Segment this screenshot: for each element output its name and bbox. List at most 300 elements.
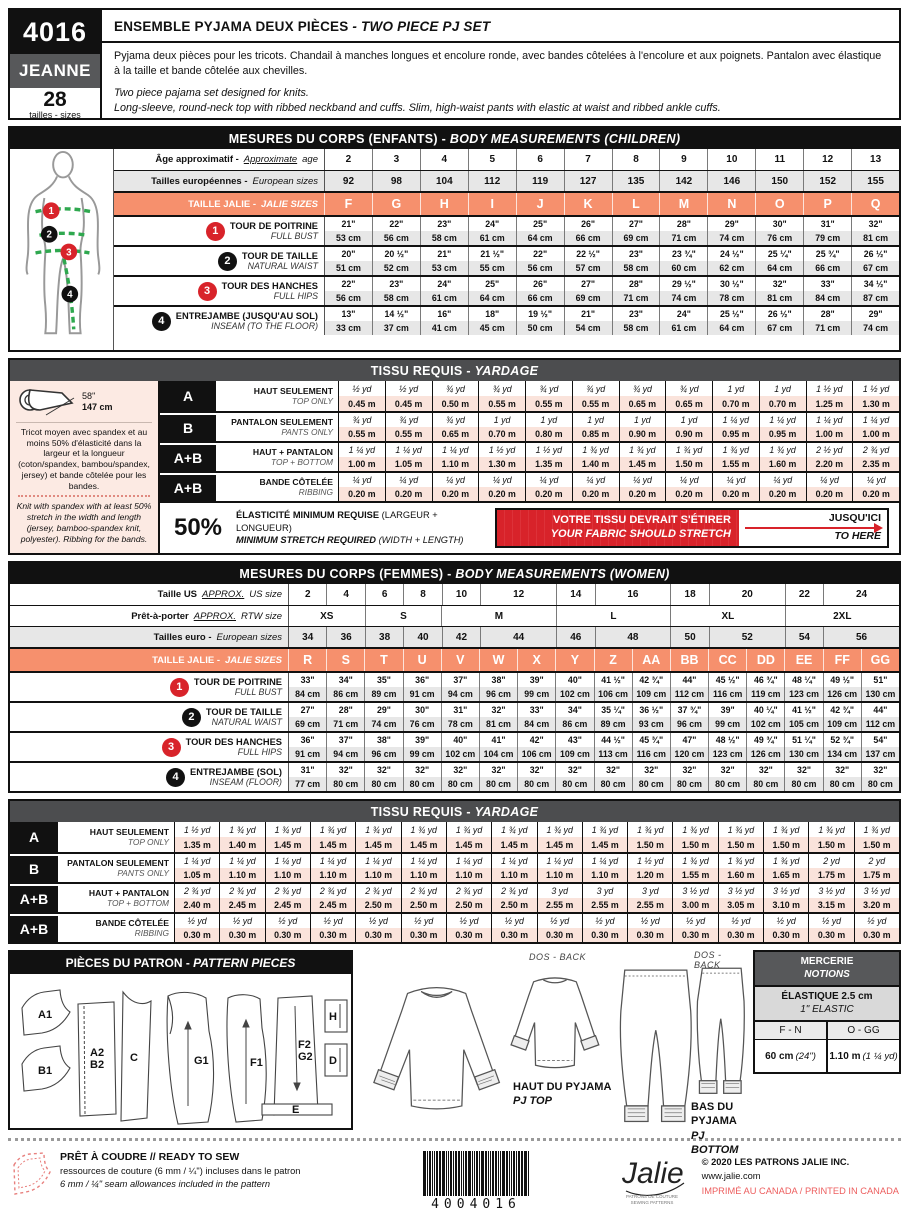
- value-yards: ¼ yd: [726, 475, 746, 485]
- value-meters: 0.30 m: [220, 928, 264, 942]
- measurement-cell: [851, 277, 899, 305]
- sizes-count-block: [10, 88, 100, 121]
- yardage-cell: [854, 914, 899, 942]
- value-meters: 1.40 m: [220, 837, 264, 852]
- yardage-cell: [759, 381, 806, 411]
- measurement-label: [10, 673, 288, 701]
- measurement-label-text: [186, 737, 282, 757]
- stretch-target-en: TO HERE: [834, 530, 881, 542]
- value-cm: 126 cm: [824, 687, 861, 701]
- value-inches: 34": [567, 705, 582, 715]
- value-yards: 2 ¾ yd: [319, 886, 347, 896]
- yardage-label: [58, 884, 174, 912]
- size-cell-rtw: M: [441, 606, 555, 626]
- size-cell-us: 24: [823, 584, 899, 605]
- pj-top-caption-en: PJ TOP: [513, 1095, 552, 1108]
- pj-top-caption: [513, 1080, 611, 1109]
- measurement-cell: [289, 703, 326, 731]
- value-yards: 3 yd: [641, 886, 659, 896]
- size-cell-euro: 40: [403, 627, 441, 647]
- value-inches: 35 ¼": [601, 705, 625, 715]
- yardage-cell: [852, 381, 899, 411]
- yardage-cell: [672, 914, 717, 942]
- value-cm: 80 cm: [747, 777, 784, 791]
- jalie-label-fr: TAILLE JALIE -: [188, 198, 256, 210]
- measurement-label-fr: TOUR DE POITRINE: [193, 677, 282, 687]
- measurement-values: [324, 247, 899, 275]
- yardage-cell: [712, 413, 759, 441]
- yardage-cell: [401, 822, 446, 852]
- yardage-cell: [808, 914, 853, 942]
- piece-label-g1: G1: [194, 1055, 209, 1067]
- size-cell-us: 14: [556, 584, 594, 605]
- value-meters: 1.45 m: [492, 837, 536, 852]
- measure-number-1: 1: [206, 222, 225, 241]
- value-yards: 2 yd: [823, 856, 840, 866]
- value-yards: 1 yd: [540, 415, 558, 425]
- value-cm: 53 cm: [325, 231, 372, 245]
- value-meters: 1.55 m: [713, 457, 759, 471]
- yardage-cell: [627, 884, 672, 912]
- barcode-bar: [455, 1151, 457, 1196]
- yardage-cell: [763, 884, 808, 912]
- size-cell-euro: 142: [659, 171, 707, 191]
- value-inches: 25 ¾": [815, 249, 840, 259]
- value-yards: 1 ¾ yd: [455, 824, 483, 835]
- jalie-size-cell: N: [707, 193, 755, 215]
- value-meters: 1.10 m: [538, 868, 582, 882]
- header: [8, 8, 901, 120]
- measurement-cell: [707, 307, 755, 335]
- yardage-cell: [265, 854, 310, 882]
- measurement-cell: [746, 733, 784, 761]
- yardage-label: [216, 381, 338, 411]
- body-measurement-diagram: [10, 149, 114, 350]
- measurement-label-text: [206, 707, 282, 727]
- value-cm: 102 cm: [442, 747, 479, 761]
- value-cm: 116 cm: [709, 687, 746, 701]
- measurement-label-text: [230, 221, 318, 241]
- measurement-cell: [325, 217, 372, 245]
- value-yards: 1 ½ yd: [637, 856, 664, 866]
- measurement-cell: [612, 277, 660, 305]
- size-cell-us: 12: [480, 584, 556, 605]
- size-cell-us: 10: [442, 584, 480, 605]
- measurement-cell: [441, 673, 479, 701]
- value-yards: ½ yd: [550, 916, 570, 926]
- women-yardage-title-en: YARDAGE: [474, 805, 539, 819]
- header-content: [102, 10, 899, 118]
- size-header-row: [10, 626, 899, 647]
- value-cm: 54 cm: [565, 321, 612, 335]
- measurement-label: [114, 307, 324, 335]
- measurement-cell: [851, 307, 899, 335]
- barcode-bar: [474, 1151, 475, 1196]
- measurement-label: [114, 277, 324, 305]
- yardage-cell: [808, 884, 853, 912]
- measurement-values: [288, 733, 899, 761]
- notions-value-1: [755, 1040, 826, 1072]
- printed-in-line: IMPRIMÉ AU CANADA / PRINTED IN CANADA: [701, 1185, 899, 1196]
- measurement-cell: [289, 763, 326, 791]
- barcode-bar: [485, 1151, 487, 1196]
- size-cell-euro: 98: [372, 171, 420, 191]
- value-inches: 22": [389, 219, 404, 229]
- yardage-cell: [619, 443, 666, 471]
- barcode-bar: [511, 1151, 512, 1196]
- value-meters: 1.45 m: [447, 837, 491, 852]
- value-cm: 74 cm: [365, 717, 402, 731]
- value-inches: 14 ½": [384, 309, 409, 319]
- barcode-bar: [439, 1151, 441, 1196]
- jalie-size-cell: Q: [851, 193, 899, 215]
- yardage-cell: [806, 443, 853, 471]
- value-inches: 13": [341, 309, 356, 319]
- value-yards: 1 yd: [680, 415, 698, 425]
- measurement-cell: [364, 673, 402, 701]
- value-meters: 0.55 m: [339, 427, 385, 441]
- barcode-bar: [450, 1151, 452, 1196]
- value-cm: 51 cm: [325, 261, 372, 275]
- notions-col-children: [755, 1022, 826, 1072]
- notions-value-2-main: 1.10 m: [829, 1050, 861, 1062]
- value-cm: 66 cm: [517, 291, 564, 305]
- yardage-cell: [763, 822, 808, 852]
- barcode-bar: [465, 1151, 467, 1196]
- measurement-cell: [707, 247, 755, 275]
- jalie-size-cell: GG: [861, 649, 899, 671]
- value-cm: 119 cm: [747, 687, 784, 701]
- yardage-cell: [175, 822, 219, 852]
- fabric-width: [82, 391, 113, 413]
- value-meters: 1.45 m: [356, 837, 400, 852]
- measurement-cell: [861, 673, 899, 701]
- stretch-gauge: [495, 508, 889, 548]
- yardage-cell: [808, 822, 853, 852]
- jalie-size-cell: K: [564, 193, 612, 215]
- yardage-label: [216, 413, 338, 441]
- value-inches: 25 ¼": [767, 249, 792, 259]
- value-yards: ½ yd: [368, 916, 388, 926]
- value-inches: 23": [389, 279, 404, 289]
- yardage-cell: [446, 884, 491, 912]
- value-meters: 0.20 m: [433, 487, 479, 501]
- value-inches: 28": [629, 279, 643, 289]
- barcode-bar: [506, 1151, 508, 1196]
- value-cm: 93 cm: [633, 717, 670, 731]
- size-cell-euro: 42: [442, 627, 480, 647]
- value-meters: 0.65 m: [666, 396, 712, 411]
- value-meters: 0.90 m: [666, 427, 712, 441]
- publisher-info: [702, 1151, 899, 1198]
- label-fr: Taille US: [157, 589, 198, 600]
- value-cm: 69 cm: [613, 231, 660, 245]
- value-meters: 0.20 m: [339, 487, 385, 501]
- value-inches: 52 ¾": [830, 735, 855, 745]
- notions-value-2-alt: (1 ¼ yd): [862, 1050, 898, 1062]
- size-cell-euro: 38: [365, 627, 403, 647]
- measure-point-3: [61, 244, 78, 261]
- value-meters: 0.20 m: [526, 487, 572, 501]
- size-cell-age: 7: [564, 149, 612, 170]
- value-inches: 26": [581, 219, 596, 229]
- value-meters: 1.25 m: [807, 396, 853, 411]
- value-meters: 0.30 m: [266, 928, 310, 942]
- value-meters: 1.40 m: [573, 457, 619, 471]
- measurement-cell: [612, 307, 660, 335]
- measurement-cell: [851, 247, 899, 275]
- value-inches: 29": [724, 219, 739, 229]
- value-meters: 1.30 m: [479, 457, 525, 471]
- value-inches: 45 ½": [715, 675, 740, 685]
- value-meters: 1.10 m: [492, 868, 536, 882]
- value-inches: 48 ¼": [792, 675, 816, 685]
- measurement-cell: [372, 247, 420, 275]
- yardage-cell: [432, 381, 479, 411]
- value-cm: 123 cm: [709, 747, 746, 761]
- measurement-cell: [441, 703, 479, 731]
- value-meters: 0.95 m: [760, 427, 806, 441]
- pattern-name: JEANNE: [10, 54, 100, 88]
- yardage-cell: [385, 443, 432, 471]
- measurement-label-en: NATURAL WAIST: [247, 261, 318, 271]
- piece-label-e: E: [292, 1104, 300, 1116]
- value-cm: 67 cm: [756, 321, 803, 335]
- yardage-values: [338, 381, 899, 411]
- value-inches: 30 ½": [719, 279, 744, 289]
- elastic-en: 1" ELASTIC: [800, 1003, 854, 1015]
- value-inches: 32": [453, 765, 468, 775]
- yardage-cell: [265, 884, 310, 912]
- yardage-cell: [175, 854, 219, 882]
- value-cm: 80 cm: [671, 777, 708, 791]
- yardage-values: [338, 443, 899, 471]
- value-meters: 2.45 m: [220, 898, 264, 912]
- value-yards: 1 ¼ yd: [183, 856, 211, 866]
- value-yards: 2 ¾ yd: [274, 886, 301, 896]
- value-cm: 104 cm: [480, 747, 517, 761]
- barcode-bar: [481, 1151, 484, 1196]
- value-cm: 109 cm: [824, 717, 861, 731]
- value-cm: 112 cm: [671, 687, 708, 701]
- ready-line-fr: ressources de couture (6 mm / ¼") incluses dans le patron: [60, 1166, 301, 1176]
- value-yards: ¼ yd: [492, 475, 512, 485]
- yardage-row: [10, 912, 899, 942]
- size-cell-euro: 36: [326, 627, 364, 647]
- value-inches: 30": [772, 219, 787, 229]
- measurement-cell: [326, 733, 364, 761]
- value-yards: ½ yd: [595, 916, 615, 926]
- measure-point-1: [43, 202, 60, 219]
- measurement-cell: [468, 277, 516, 305]
- barcode-bar: [518, 1151, 520, 1196]
- notions-panel: [753, 950, 901, 1074]
- value-inches: 24": [676, 309, 691, 319]
- value-cm: 74 cm: [660, 291, 707, 305]
- value-inches: 36 ½": [639, 705, 664, 715]
- value-meters: 0.80 m: [526, 427, 572, 441]
- measurement-cell: [670, 703, 708, 731]
- label-en: US size: [249, 589, 282, 600]
- value-meters: 0.65 m: [620, 396, 666, 411]
- measurement-cell: [468, 307, 516, 335]
- barcode-bar: [502, 1151, 505, 1196]
- value-cm: 130 cm: [862, 687, 899, 701]
- measurement-cell: [612, 217, 660, 245]
- value-cm: 91 cm: [289, 747, 326, 761]
- value-inches: 27": [629, 219, 643, 229]
- value-meters: 3.05 m: [719, 898, 763, 912]
- size-cell-euro: 48: [595, 627, 671, 647]
- size-cell-rtw: S: [365, 606, 442, 626]
- value-meters: 0.45 m: [386, 396, 432, 411]
- value-yards: 1 ¾ yd: [410, 824, 437, 835]
- barcode-bar: [490, 1151, 491, 1196]
- value-inches: 21 ½": [480, 249, 505, 259]
- value-meters: 1.45 m: [311, 837, 355, 852]
- value-inches: 32": [529, 765, 544, 775]
- measurement-cell: [364, 763, 402, 791]
- yardage-cell: [525, 443, 572, 471]
- value-cm: 89 cm: [595, 717, 632, 731]
- value-meters: 0.20 m: [713, 487, 759, 501]
- measure-point-4: [61, 286, 78, 303]
- value-cm: 80 cm: [518, 777, 555, 791]
- copyright-line: © 2020 LES PATRONS JALIE INC.: [701, 1157, 850, 1167]
- yardage-label-en: PANTS ONLY: [117, 868, 169, 878]
- value-meters: 1.50 m: [719, 837, 763, 852]
- yardage-cell: [446, 914, 491, 942]
- women-section-title: [10, 563, 899, 584]
- jalie-size-cell: U: [403, 649, 441, 671]
- value-meters: 2.40 m: [175, 898, 219, 912]
- value-cm: 58 cm: [421, 231, 468, 245]
- size-cell-age: 9: [659, 149, 707, 170]
- yardage-label-en: TOP ONLY: [291, 396, 333, 406]
- value-cm: 130 cm: [785, 747, 822, 761]
- value-inches: 25 ½": [719, 309, 744, 319]
- yardage-cell: [852, 413, 899, 441]
- measure-number-2: 2: [182, 708, 201, 727]
- value-meters: 1.45 m: [583, 837, 627, 852]
- yardage-cell: [385, 381, 432, 411]
- measurement-cell: [784, 673, 822, 701]
- value-yards: ½ yd: [776, 916, 796, 926]
- measurement-cell: [364, 703, 402, 731]
- value-yards: 1 ¼ yd: [722, 415, 750, 425]
- value-cm: 109 cm: [633, 687, 670, 701]
- measurement-label-fr: TOUR DE POITRINE: [229, 221, 318, 231]
- yardage-cell: [478, 413, 525, 441]
- children-measurements-section: [8, 126, 901, 352]
- measurement-cell: [746, 763, 784, 791]
- yardage-cell: [339, 473, 385, 501]
- value-cm: 113 cm: [595, 747, 632, 761]
- value-yards: 3 yd: [596, 886, 614, 896]
- value-cm: 102 cm: [747, 717, 784, 731]
- value-cm: 123 cm: [785, 687, 822, 701]
- value-meters: 0.20 m: [386, 487, 432, 501]
- size-header-row: [114, 149, 899, 170]
- yardage-cell: [759, 443, 806, 471]
- yardage-label-en: RIBBING: [298, 487, 333, 497]
- pj-top-caption-fr: HAUT DU PYJAMA: [513, 1081, 612, 1093]
- jalie-size-cell: G: [372, 193, 420, 215]
- children-yardage-section: [8, 358, 901, 555]
- yardage-cell: [446, 822, 491, 852]
- value-yards: 2 ½ yd: [816, 445, 843, 455]
- value-inches: 40": [453, 735, 468, 745]
- yardage-cell: [310, 822, 355, 852]
- measurement-cell: [823, 703, 861, 731]
- measurement-label-text: [176, 311, 318, 331]
- measurement-label-text: [222, 281, 318, 301]
- piece-label-c: C: [130, 1052, 138, 1064]
- value-yards: ½ yd: [352, 383, 372, 394]
- value-inches: 32": [835, 765, 850, 775]
- size-cell-us: 22: [785, 584, 823, 605]
- yardage-cell: [572, 473, 619, 501]
- value-cm: 80 cm: [404, 777, 441, 791]
- yardage-label: [58, 822, 174, 852]
- value-cm: 81 cm: [852, 231, 899, 245]
- value-meters: 0.70 m: [713, 396, 759, 411]
- measurement-cell: [632, 703, 670, 731]
- yardage-cell: [355, 914, 400, 942]
- value-inches: 32": [376, 765, 391, 775]
- women-size-rows: [10, 584, 899, 791]
- barcode-bar: [472, 1151, 473, 1196]
- yardage-cell: [806, 473, 853, 501]
- value-inches: 19 ½": [528, 309, 553, 319]
- yardage-label-en: TOP ONLY: [127, 837, 169, 847]
- value-inches: 49 ¾": [753, 735, 778, 745]
- measurement-row: [10, 671, 899, 701]
- value-inches: 33": [300, 675, 315, 685]
- value-inches: 33": [820, 279, 835, 289]
- yardage-cell: [525, 413, 572, 441]
- description-english-line2: Long-sleeve, round-neck top with ribbed neckband and cuffs. Slim, high-waist pants with elastic at waist and ribbed ankle cuffs.: [114, 102, 721, 115]
- measurement-cell: [708, 733, 746, 761]
- barcode-bars: [386, 1151, 566, 1196]
- label-underlined: APPROX.: [193, 610, 236, 622]
- yardage-row: [10, 882, 899, 912]
- value-cm: 67 cm: [852, 261, 899, 275]
- jalie-size-cell: BB: [670, 649, 708, 671]
- yardage-cell: [339, 381, 385, 411]
- value-inches: 23": [437, 219, 452, 229]
- size-cell-rtw: L: [556, 606, 670, 626]
- measurement-cell: [612, 247, 660, 275]
- value-inches: 20 ½": [384, 249, 409, 259]
- pattern-title-fr: ENSEMBLE PYJAMA DEUX PIÈCES: [114, 19, 353, 34]
- value-cm: 64 cm: [756, 261, 803, 275]
- yardage-cell: [491, 854, 536, 882]
- measurement-cell: [555, 673, 593, 701]
- value-yards: 1 ¾ yd: [582, 445, 609, 455]
- jalie-size-cell: T: [364, 649, 402, 671]
- measurement-cell: [516, 247, 564, 275]
- measurement-label: [114, 217, 324, 245]
- women-title-en: BODY MEASUREMENTS (WOMEN): [455, 567, 670, 581]
- size-header-label: [10, 627, 288, 647]
- jalie-sizes-values: [324, 193, 899, 215]
- value-yards: 3 yd: [551, 886, 568, 896]
- value-meters: 0.30 m: [855, 928, 899, 942]
- top-back-label: DOS - BACK: [529, 952, 587, 962]
- value-yards: 1 ½ yd: [488, 445, 516, 455]
- yardage-cell: [446, 854, 491, 882]
